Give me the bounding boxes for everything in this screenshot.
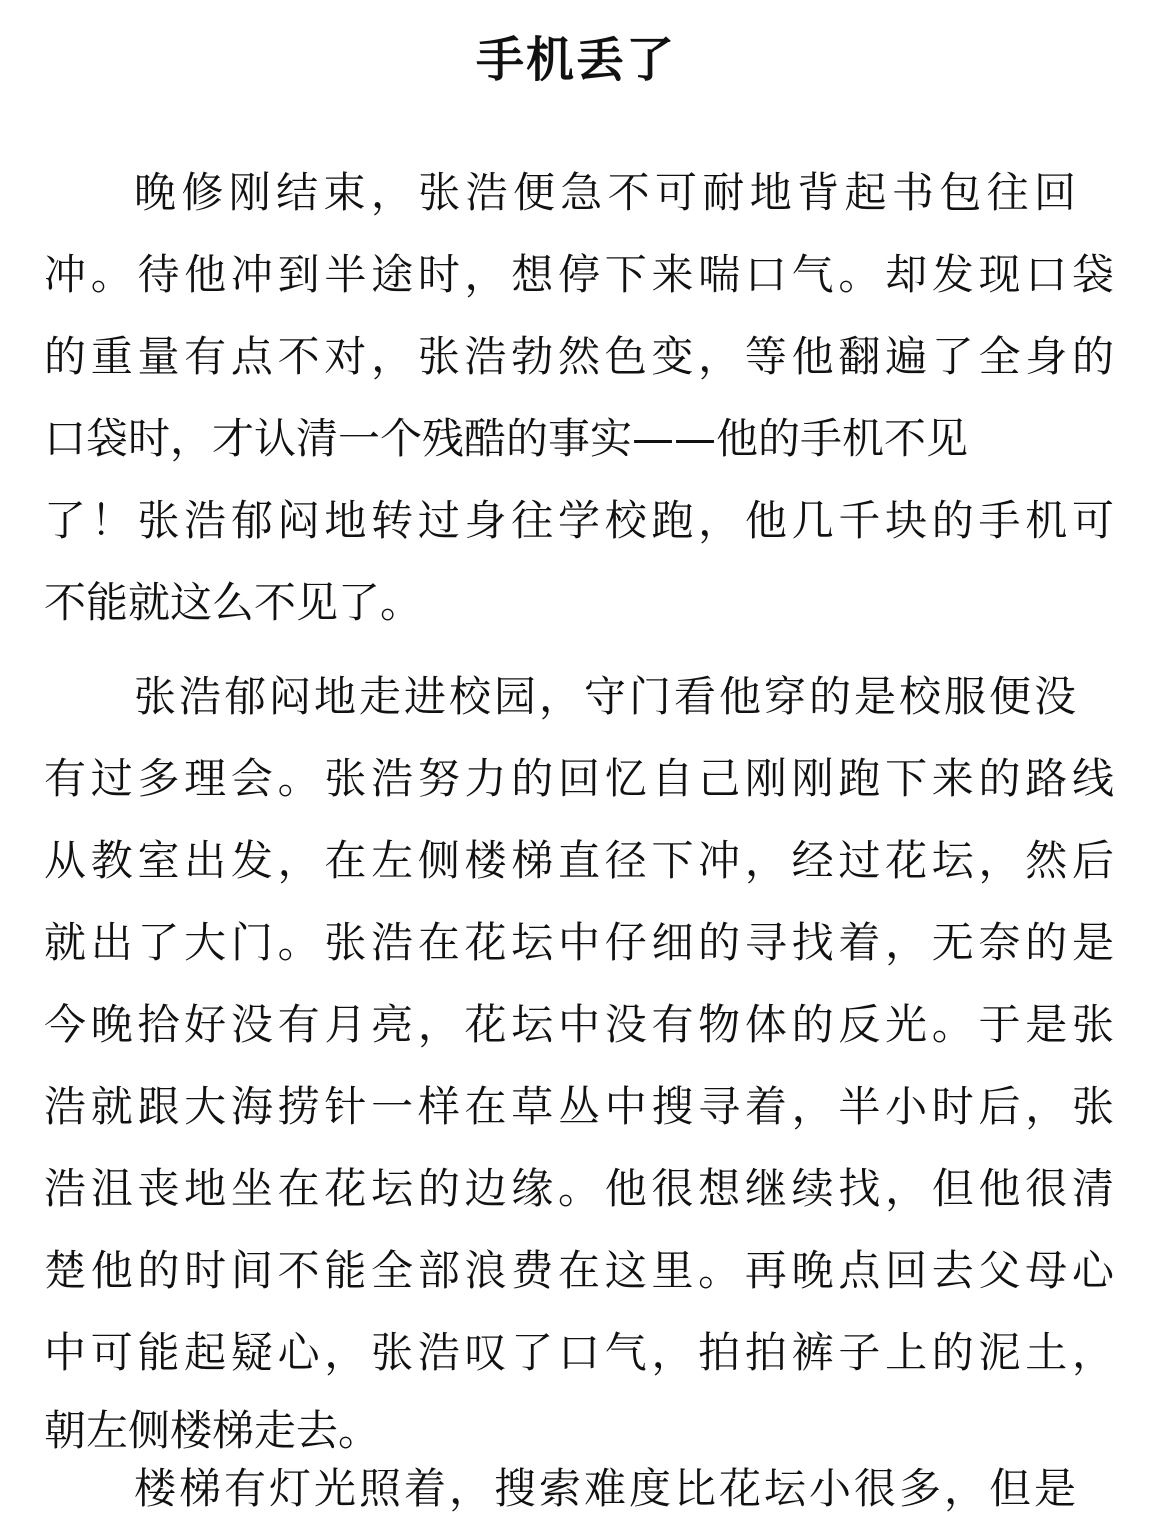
text-line: 朝左侧楼梯走去。	[44, 1406, 381, 1455]
text-line: 张浩郁闷地走进校园，守门看他穿的是校服便没	[134, 672, 1076, 721]
text-line: 中可能起疑心，张浩叹了口气，拍拍裤子上的泥土，	[44, 1328, 1114, 1377]
text-line: 浩沮丧地坐在花坛的边缘。他很想继续找，但他很清	[44, 1164, 1114, 1213]
text-line: 有过多理会。张浩努力的回忆自己刚刚跑下来的路线	[44, 754, 1114, 803]
article-title: 手机丢了	[475, 32, 676, 88]
text-line: 今晚拾好没有月亮，花坛中没有物体的反光。于是张	[44, 1000, 1114, 1049]
text-line: 冲。待他冲到半途时，想停下来喘口气。却发现口袋	[44, 250, 1114, 299]
text-line: 了！张浩郁闷地转过身往学校跑，他几千块的手机可	[44, 496, 1114, 545]
text-line: 的重量有点不对，张浩勃然色变，等他翻遍了全身的	[44, 332, 1114, 381]
text-line: 就出了大门。张浩在花坛中仔细的寻找着，无奈的是	[44, 918, 1114, 967]
text-line: 楚他的时间不能全部浪费在这里。再晚点回去父母心	[44, 1246, 1114, 1295]
text-line: 不能就这么不见了。	[44, 578, 423, 627]
text-line: 楼梯有灯光照着，搜索难度比花坛小很多，但是	[134, 1464, 1076, 1513]
text-line: 浩就跟大海捞针一样在草丛中搜寻着，半小时后，张	[44, 1082, 1114, 1131]
text-line: 晚修刚结束，张浩便急不可耐地背起书包往回	[134, 168, 1076, 217]
text-line: 口袋时，才认清一个残酷的事实——他的手机不见	[44, 414, 969, 463]
text-line: 从教室出发，在左侧楼梯直径下冲，经过花坛，然后	[44, 836, 1114, 885]
